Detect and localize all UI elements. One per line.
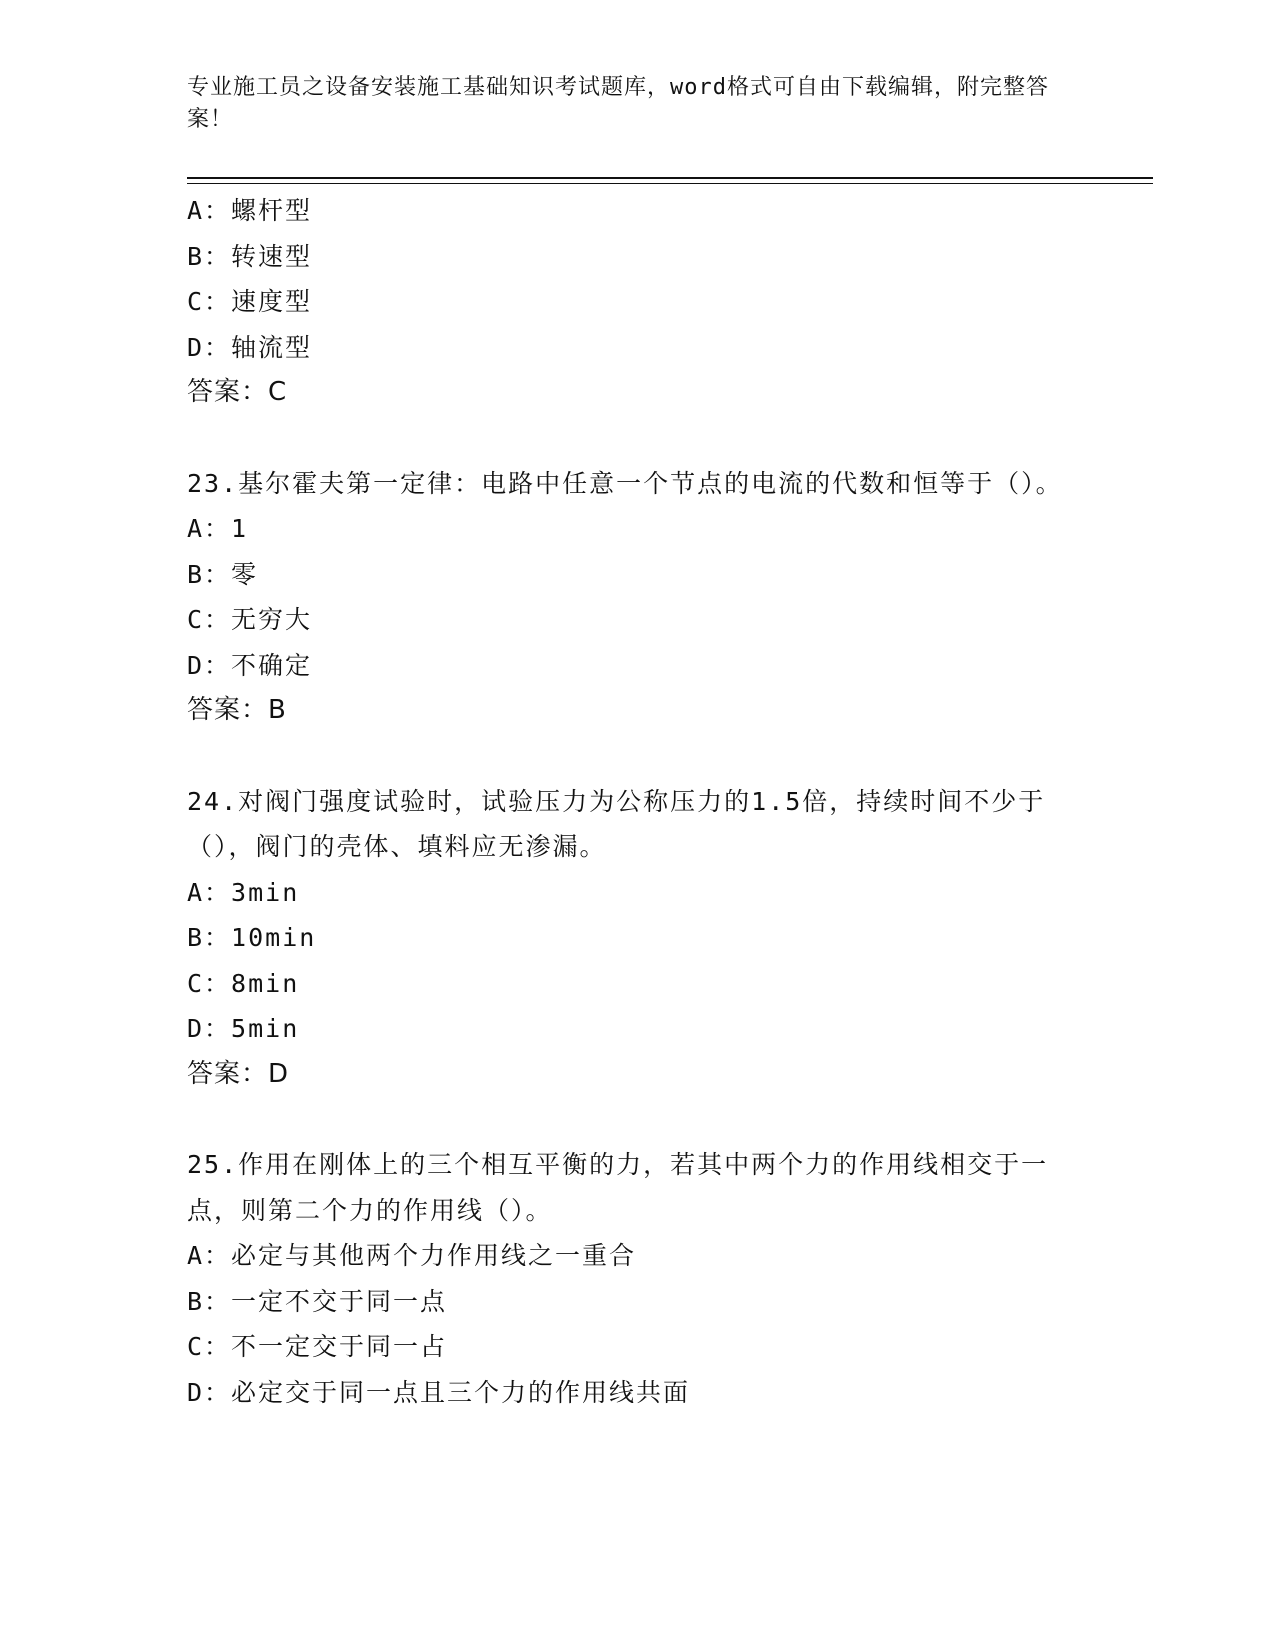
answer-line: 答案：B (187, 695, 287, 725)
option-d: D：轴流型 (187, 332, 313, 362)
question-23 (187, 461, 1087, 734)
question-stem: 24.对阀门强度试验时，试验压力为公称压力的1.5倍，持续时间不少于（），阀门的壳体、填料应无渗漏。 (187, 786, 1046, 861)
option-d: D：必定交于同一点且三个力的作用线共面 (187, 1377, 691, 1407)
option-a: A：3min (187, 877, 300, 907)
option-a: A：1 (187, 514, 249, 543)
option-b: B：10min (187, 923, 317, 952)
option-b: B：一定不交于同一点 (187, 1286, 448, 1316)
option-d: D：不确定 (187, 650, 313, 680)
question-list (187, 188, 1087, 1415)
option-b: B：零 (187, 559, 259, 589)
question-22-continued (187, 188, 1087, 416)
answer-line: 答案：D (187, 1058, 290, 1089)
option-d: D：5min (187, 1014, 300, 1043)
document-header: 专业施工员之设备安装施工基础知识考试题库，word格式可自由下载编辑，附完整答案！ (187, 75, 1049, 132)
question-25 (187, 1142, 1087, 1415)
option-a: A：必定与其他两个力作用线之一重合 (187, 1241, 637, 1270)
answer-line: 答案：C (187, 377, 288, 407)
question-stem: 25.作用在刚体上的三个相互平衡的力，若其中两个力的作用线相交于一点，则第二个力的作用线（）。 (187, 1150, 1049, 1225)
header-divider-thin (187, 183, 1153, 184)
option-a: A：螺杆型 (187, 196, 313, 225)
option-c: C：无穷大 (187, 605, 313, 634)
header-divider-thick (187, 177, 1153, 179)
option-b: B：转速型 (187, 241, 313, 271)
option-c: C：8min (187, 968, 300, 998)
option-c: C：速度型 (187, 287, 313, 316)
question-stem: 23.基尔霍夫第一定律：电路中任意一个节点的电流的代数和恒等于（）。 (187, 468, 1063, 498)
option-c: C：不一定交于同一占 (187, 1332, 448, 1361)
question-24 (187, 779, 1087, 1098)
